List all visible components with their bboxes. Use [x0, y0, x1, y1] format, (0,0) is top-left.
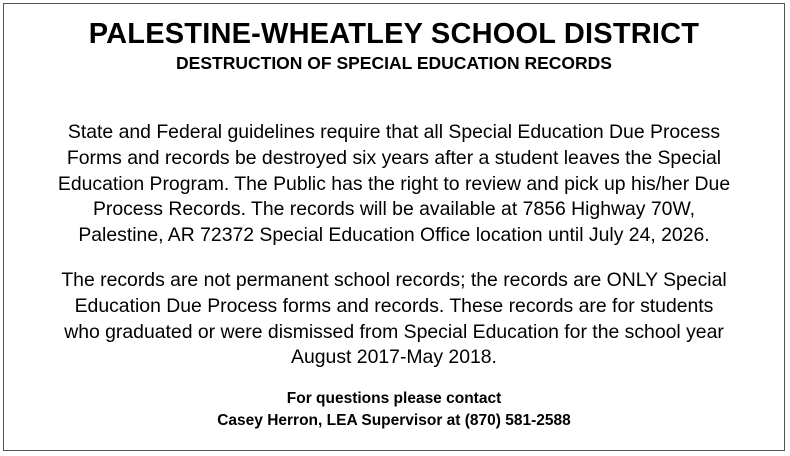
- notice-box: [3, 3, 785, 451]
- paragraph-line: Education Program. The Public has the right to review and pick up his/her Due: [57, 172, 731, 195]
- paragraph-line: who graduated or were dismissed from Special Education for the school year: [64, 320, 724, 343]
- contact-line: For questions please contact: [286, 390, 502, 407]
- notice-title: PALESTINE-WHEATLEY SCHOOL DISTRICT: [88, 18, 700, 50]
- notice-subtitle: DESTRUCTION OF SPECIAL EDUCATION RECORDS: [176, 53, 612, 73]
- paragraph-guidelines: [12, 120, 776, 249]
- paragraph-line: August 2017-May 2018.: [291, 346, 497, 369]
- paragraph-line: State and Federal guidelines require that all Special Education Due Process: [67, 121, 721, 143]
- paragraph-records-info: [12, 268, 776, 371]
- paragraph-line: Palestine, AR 72372 Special Education Office location until July 24, 2026.: [78, 224, 710, 247]
- paragraph-line: Process Records. The records will be available at 7856 Highway 70W,: [92, 198, 696, 221]
- paragraph-line: Forms and records be destroyed six years after a student leaves the Special: [66, 146, 722, 169]
- contact-info: [4, 388, 784, 432]
- paragraph-line: The records are not permanent school records; the records are ONLY Special: [61, 269, 727, 291]
- contact-line: Casey Herron, LEA Supervisor at (870) 581-2588: [217, 412, 571, 429]
- paragraph-line: Education Due Process forms and records. These records are for students: [74, 294, 714, 317]
